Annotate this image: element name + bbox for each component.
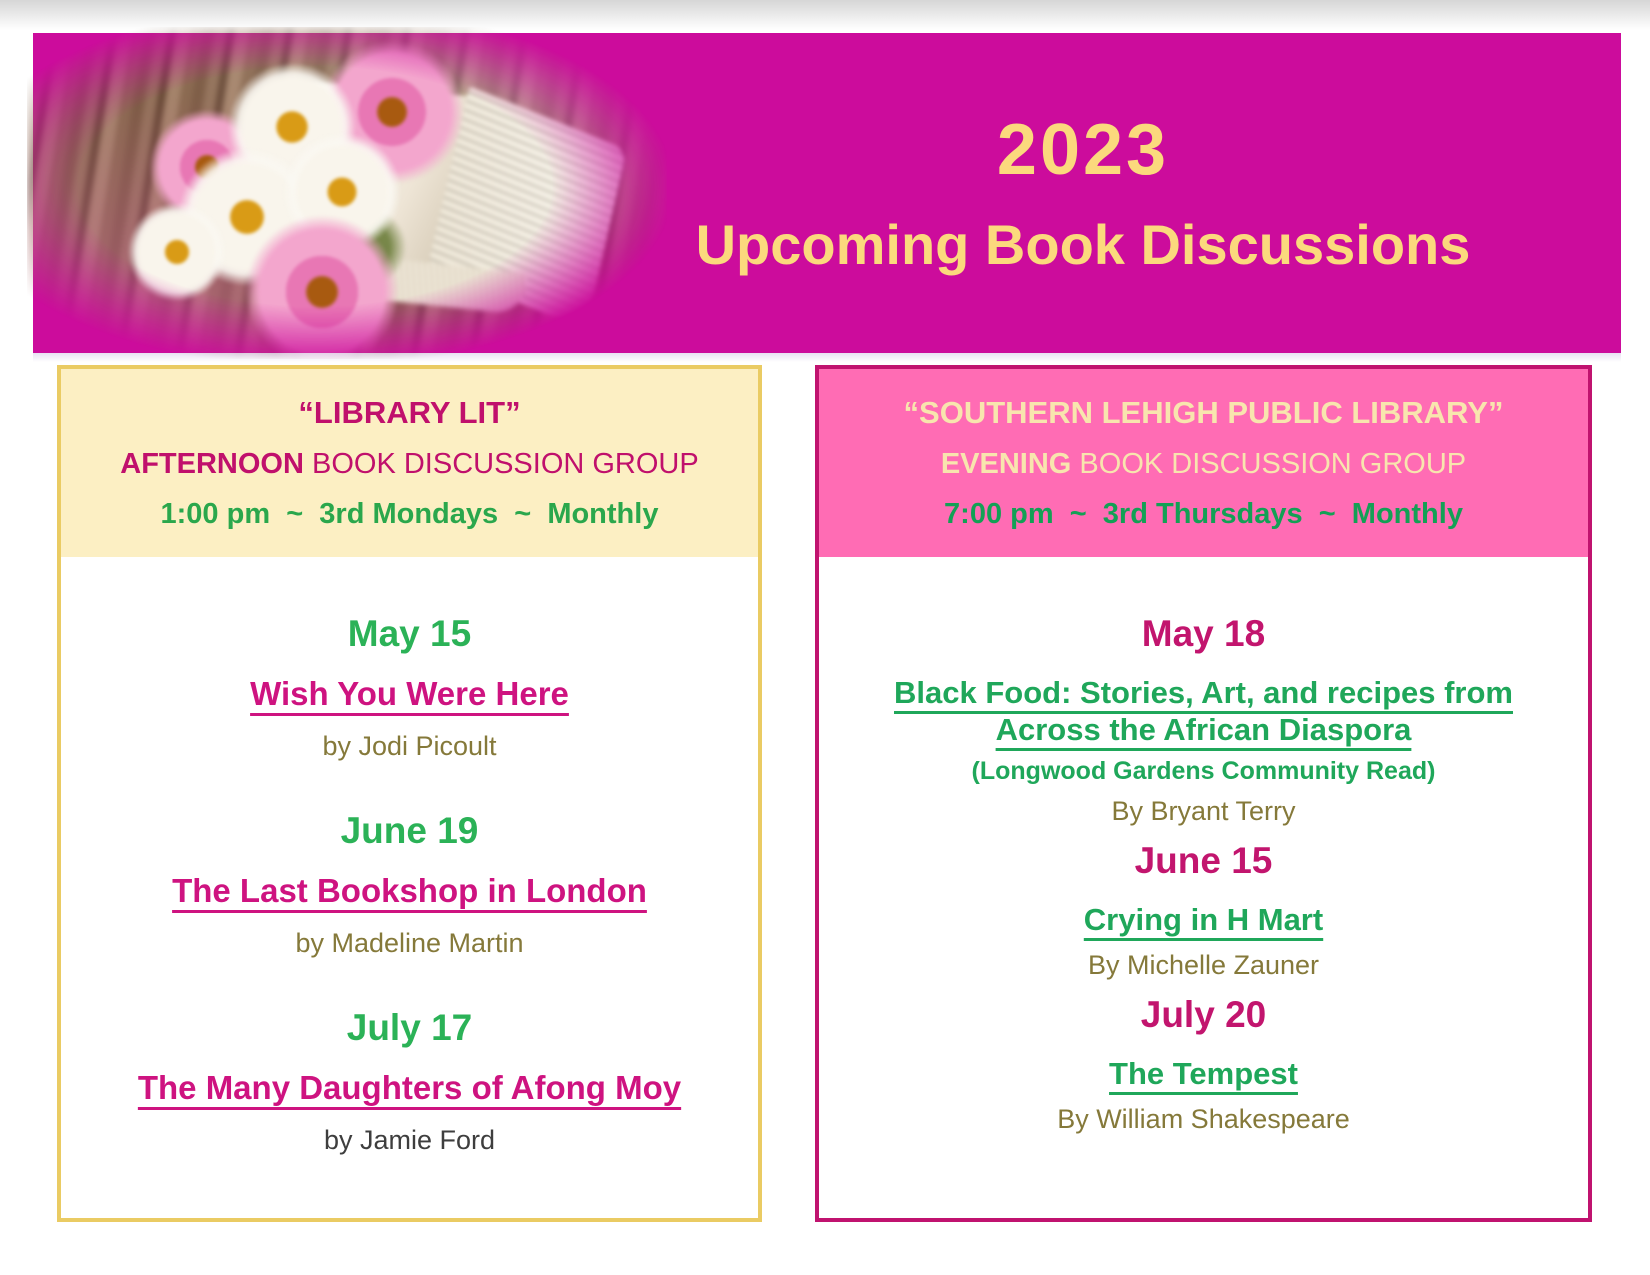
book-title-link[interactable]: Black Food: Stories, Art, and recipes from Across the African Diaspora [894,675,1513,747]
banner-title: Upcoming Book Discussions [695,213,1471,276]
entry-date: July 17 [346,1007,473,1048]
evening-entries [819,557,1588,1146]
book-entry [138,1005,681,1157]
page-top-shadow [0,0,1650,30]
group-schedule: 1:00 pm ~ 3rd Mondays ~ Monthly [160,498,659,530]
afternoon-panel-header [61,369,758,557]
banner-year: 2023 [996,110,1170,190]
group-time-of-day: EVENING [940,448,1072,480]
group-schedule: 7:00 pm ~ 3rd Thursdays ~ Monthly [944,498,1463,530]
banner-bottom-shadow [33,353,1621,362]
entry-date: July 20 [1140,994,1267,1035]
group-name: “SOUTHERN LEHIGH PUBLIC LIBRARY” [903,395,1504,430]
entry-date: May 15 [347,613,472,654]
book-title-link[interactable]: The Last Bookshop in London [172,872,647,909]
book-title-link[interactable]: Crying in H Mart [1083,902,1324,937]
group-time-of-day: AFTERNOON [120,448,304,480]
banner [33,33,1621,353]
book-title-link[interactable]: The Tempest [1109,1056,1298,1091]
group-subtitle-rest: BOOK DISCUSSION GROUP [1071,448,1467,480]
entry-date: June 15 [1134,840,1273,881]
book-entry [1057,992,1350,1136]
evening-group-panel [815,365,1592,1222]
entry-author: by Madeline Martin [295,928,524,958]
entry-author: By Bryant Terry [1111,796,1296,826]
afternoon-group-panel [57,365,762,1222]
book-entry [172,808,647,960]
banner-text [573,33,1593,353]
book-entry [1084,838,1323,982]
book-entry [250,611,569,763]
group-subtitle-rest: BOOK DISCUSSION GROUP [303,448,699,480]
entry-author: by Jodi Picoult [322,731,497,761]
pink-gerbera-flower [242,212,402,372]
group-subtitle [120,448,698,481]
book-title-link[interactable]: The Many Daughters of Afong Moy [137,1069,682,1106]
evening-panel-header [819,369,1588,557]
group-subtitle [941,448,1466,481]
book-flowers-photo [27,27,667,359]
entry-note: (Longwood Gardens Community Read) [971,757,1436,785]
book-entry [854,611,1554,828]
entry-date: June 19 [340,810,479,851]
entry-author: By William Shakespeare [1057,1104,1350,1134]
group-name: “LIBRARY LIT” [298,395,521,430]
entry-date: May 18 [1141,613,1266,654]
daisy-flower [127,202,227,302]
afternoon-entries [61,557,758,1202]
book-title-link[interactable]: Wish You Were Here [250,675,569,712]
entry-author: by Jamie Ford [323,1125,496,1155]
entry-author: By Michelle Zauner [1087,950,1320,980]
